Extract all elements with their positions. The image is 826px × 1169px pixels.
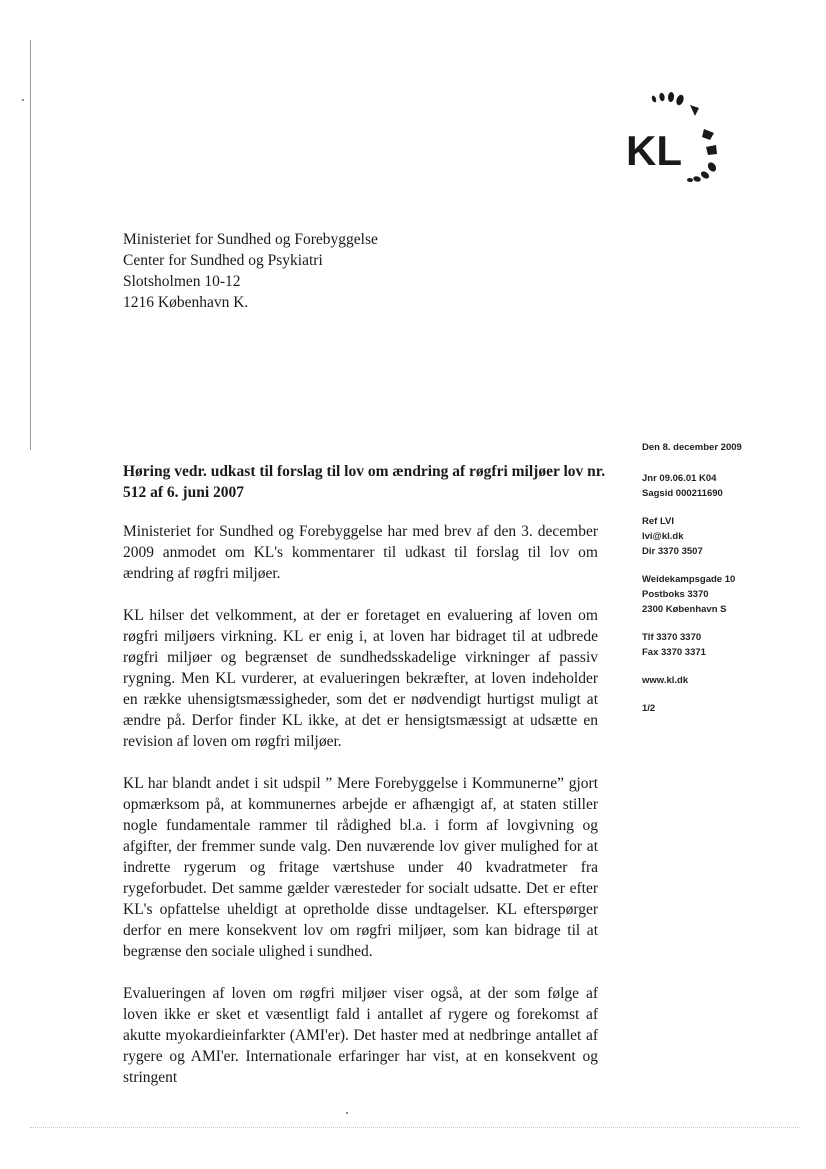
contact-info [642,514,817,559]
case-id: Sagsid 000211690 [642,488,723,499]
body-paragraph: Evalueringen af loven om røgfri miljøer viser også, at der som følge af loven ikke er sket et væsentligt fald i antallet af rygere og forekomst af akutte myokardieinfarkter (AMI'er). Det haster med at nedbringe antallet af rygere og AMI'er. Internationale erfaringer har vist, at en konsekvent og stringent [123,985,598,1086]
phone: Tlf 3370 3370 [642,632,702,643]
reference: Ref LVI [642,516,675,527]
scan-noise-line [30,1127,800,1129]
email: lvi@kl.dk [642,531,684,542]
po-box: Postboks 3370 [642,589,709,600]
body-paragraph: KL har blandt andet i sit udspil ” Mere Forebyggelse i Kommunerne” gjort opmærksom på, at kommunernes arbejde er afhængigt af, at staten stiller nogle fundamentale rammer til rådighed bl.a. i form af lovgivning og afgifter, der fremmer sunde valg. Den nuværende lov giver mulighed for at indrette rygerum og fritage værtshuse under 40 kvadratmeter fra rygeforbudet. Det samme gælder væresteder for socialt udsatte. Det er efter KL's opfattelse uheldigt at opretholde disse undtagelser. KL efterspørger derfor en mere konsekvent lov om røgfri miljøer, som kan bidrage til at begrænse den sociale ulighed i sundhed. [123,775,598,960]
direct-phone: Dir 3370 3507 [642,546,703,557]
phone-fax [642,630,817,660]
kl-logo-icon [620,85,730,190]
scan-margin-line [30,40,31,450]
scan-speck [22,99,24,101]
fax: Fax 3370 3371 [642,647,706,658]
body-paragraph: Ministeriet for Sundhed og Forebyggelse har med brev af den 3. december 2009 anmodet om KL's kommentarer til udkast til forslag til lov om ændring af røgfri miljøer. [123,523,598,582]
recipient-line: Center for Sundhed og Psykiatri [123,252,323,269]
sender-info-sidebar [642,440,817,716]
recipient-address [123,229,378,313]
logo-text: KL [626,127,682,174]
postal-address [642,572,817,617]
scan-speck [346,1112,348,1114]
recipient-line: Slotsholmen 10-12 [123,273,241,290]
page-number: 1/2 [642,703,656,714]
letter-body [123,521,598,1109]
website: www.kl.dk [642,675,689,686]
letter-date: Den 8. december 2009 [642,442,742,453]
recipient-line: 1216 København K. [123,294,249,311]
journal-number: Jnr 09.06.01 K04 [642,473,717,484]
recipient-line: Ministeriet for Sundhed og Forebyggelse [123,231,378,248]
city: 2300 København S [642,604,727,615]
letter-subject: Høring vedr. udkast til forslag til lov om ændring af røgfri miljøer lov nr. 512 af 6. juni 2007 [123,463,606,501]
body-paragraph: KL hilser det velkomment, at der er foretaget en evaluering af loven om røgfri miljøers virkning. KL er enig i, at loven har bidraget til at udbrede røgfri miljøer og begrænset de sundhedsskadelige virkninger af passiv rygning. Men KL vurderer, at evalueringen bekræfter, at loven indeholder en række uhensigtsmæssigheder, som det er nødvendigt hurtigst muligt at ændre på. Derfor finder KL ikke, at det er hensigtsmæssigt at udsætte en revision af loven om røgfri miljøer. [123,607,598,750]
case-reference [642,471,817,501]
street: Weidekampsgade 10 [642,574,736,585]
